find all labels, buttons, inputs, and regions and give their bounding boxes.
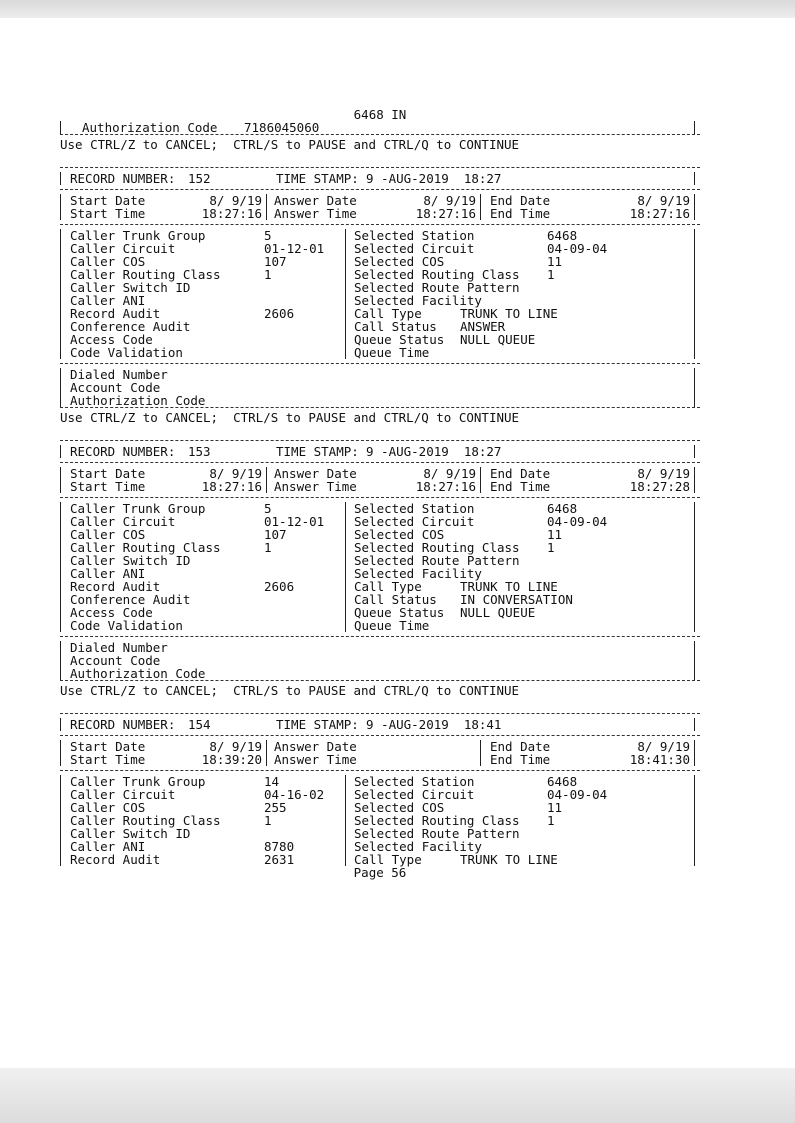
authorization-line xyxy=(60,121,700,134)
dialing-field-label: Account Code xyxy=(70,380,161,395)
record-dialing xyxy=(60,636,700,680)
record-fields xyxy=(60,224,700,363)
selected-field-label: Selected Station xyxy=(354,501,475,516)
selected-field-label: Selected Routing Class xyxy=(354,813,520,828)
record-number-label: RECORD NUMBER: xyxy=(70,444,176,459)
selected-field-value: IN CONVERSATION xyxy=(460,592,573,607)
selected-field-value: 6468 xyxy=(547,501,578,516)
answer-time-value: 18:27:16 xyxy=(415,479,476,494)
record-times xyxy=(60,189,700,224)
record-number-value: 152 xyxy=(188,171,211,186)
answer-time-label: Answer Time xyxy=(274,479,357,494)
selected-field-label: Queue Status xyxy=(354,605,445,620)
caller-field-label: Caller Circuit xyxy=(70,787,176,802)
caller-field-label: Caller Switch ID xyxy=(70,826,191,841)
selected-field-label: Call Type xyxy=(354,852,422,867)
instruction-line: Use CTRL/Z to CANCEL; CTRL/S to PAUSE and CTRL/Q to CONTINUE xyxy=(60,410,520,425)
end-time-value: 18:27:28 xyxy=(629,479,690,494)
dialing-field-label: Authorization Code xyxy=(70,393,206,408)
end-time-label: End Time xyxy=(490,479,551,494)
authorization-label: Authorization Code xyxy=(82,120,218,135)
caller-field-label: Caller Routing Class xyxy=(70,813,221,828)
selected-field-value: 1 xyxy=(547,540,555,555)
selected-field-label: Selected Circuit xyxy=(354,787,475,802)
caller-field-value: 255 xyxy=(264,800,287,815)
dialing-field-label: Dialed Number xyxy=(70,367,168,382)
selected-field-label: Selected Route Pattern xyxy=(354,826,520,841)
caller-field-label: Caller Routing Class xyxy=(70,540,221,555)
caller-field-label: Conference Audit xyxy=(70,592,191,607)
end-date-label: End Date xyxy=(490,466,551,481)
dialing-field-label: Authorization Code xyxy=(70,666,206,681)
caller-field-value: 8780 xyxy=(264,839,295,854)
record-header xyxy=(60,167,700,189)
caller-field-value: 5 xyxy=(264,501,272,516)
selected-field-value: NULL QUEUE xyxy=(460,605,536,620)
caller-field-label: Record Audit xyxy=(70,579,161,594)
selected-field-label: Call Status xyxy=(354,319,437,334)
caller-field-label: Code Validation xyxy=(70,345,183,360)
end-date-label: End Date xyxy=(490,193,551,208)
record-number-value: 153 xyxy=(188,444,211,459)
caller-field-value: 5 xyxy=(264,228,272,243)
selected-field-label: Call Type xyxy=(354,306,422,321)
records-container xyxy=(60,167,700,866)
selected-field-value: 11 xyxy=(547,254,563,269)
caller-field-value: 2631 xyxy=(264,852,295,867)
answer-time-value: 18:27:16 xyxy=(415,206,476,221)
caller-field-label: Caller COS xyxy=(70,527,146,542)
start-time-label: Start Time xyxy=(70,479,146,494)
start-date-label: Start Date xyxy=(70,739,146,754)
time-stamp-value: 9 -AUG-2019 18:41 xyxy=(366,717,502,732)
selected-field-label: Queue Time xyxy=(354,345,430,360)
start-time-value: 18:27:16 xyxy=(201,206,262,221)
record-header xyxy=(60,440,700,462)
start-time-label: Start Time xyxy=(70,206,146,221)
selected-field-value: TRUNK TO LINE xyxy=(460,579,558,594)
caller-field-label: Caller COS xyxy=(70,254,146,269)
report-page xyxy=(60,108,700,879)
field-row xyxy=(60,346,700,359)
selected-field-label: Selected Routing Class xyxy=(354,267,520,282)
selected-field-value: ANSWER xyxy=(460,319,506,334)
answer-time-label: Answer Time xyxy=(274,752,357,767)
end-time-value: 18:41:30 xyxy=(629,752,690,767)
caller-field-value: 2606 xyxy=(264,306,295,321)
selected-field-value: 04-09-04 xyxy=(547,787,608,802)
start-date-label: Start Date xyxy=(70,193,146,208)
call-record xyxy=(60,167,700,424)
answer-date-label: Answer Date xyxy=(274,193,357,208)
start-date-label: Start Date xyxy=(70,466,146,481)
caller-field-label: Caller Routing Class xyxy=(70,267,221,282)
selected-field-value: 11 xyxy=(547,800,563,815)
call-record xyxy=(60,713,700,866)
selected-field-value: 6468 xyxy=(547,228,578,243)
selected-field-value: 1 xyxy=(547,267,555,282)
selected-field-value: 6468 xyxy=(547,774,578,789)
caller-field-label: Caller Trunk Group xyxy=(70,501,206,516)
caller-field-label: Caller Switch ID xyxy=(70,553,191,568)
answer-date-value: 8/ 9/19 xyxy=(423,193,476,208)
page-footer: Page 56 xyxy=(353,865,407,880)
caller-field-label: Caller ANI xyxy=(70,293,146,308)
record-fields xyxy=(60,497,700,636)
end-date-value: 8/ 9/19 xyxy=(637,193,690,208)
caller-field-value: 01-12-01 xyxy=(264,514,325,529)
instruction-line: Use CTRL/Z to CANCEL; CTRL/S to PAUSE and CTRL/Q to CONTINUE xyxy=(60,683,520,698)
caller-field-value: 01-12-01 xyxy=(264,241,325,256)
selected-field-label: Selected COS xyxy=(354,800,445,815)
caller-field-value: 107 xyxy=(264,254,287,269)
start-date-value: 8/ 9/19 xyxy=(209,466,262,481)
field-row xyxy=(60,619,700,632)
selected-field-label: Selected Circuit xyxy=(354,241,475,256)
selected-field-label: Selected Facility xyxy=(354,566,482,581)
time-stamp-label: TIME STAMP: xyxy=(276,717,359,732)
record-header xyxy=(60,713,700,735)
record-times xyxy=(60,462,700,497)
selected-field-value: 1 xyxy=(547,813,555,828)
instruction-line: Use CTRL/Z to CANCEL; CTRL/S to PAUSE and CTRL/Q to CONTINUE xyxy=(60,137,520,152)
caller-field-label: Caller Circuit xyxy=(70,241,176,256)
dialing-field-label: Account Code xyxy=(70,653,161,668)
answer-time-label: Answer Time xyxy=(274,206,357,221)
page-header: 6468 IN xyxy=(353,107,407,122)
end-time-value: 18:27:16 xyxy=(629,206,690,221)
selected-field-label: Queue Time xyxy=(354,618,430,633)
selected-field-value: TRUNK TO LINE xyxy=(460,306,558,321)
caller-field-value: 1 xyxy=(264,267,272,282)
end-date-value: 8/ 9/19 xyxy=(637,739,690,754)
caller-field-value: 04-16-02 xyxy=(264,787,325,802)
caller-field-label: Caller Trunk Group xyxy=(70,774,206,789)
caller-field-label: Caller ANI xyxy=(70,566,146,581)
end-date-value: 8/ 9/19 xyxy=(637,466,690,481)
caller-field-label: Record Audit xyxy=(70,852,161,867)
selected-field-label: Selected Routing Class xyxy=(354,540,520,555)
start-date-value: 8/ 9/19 xyxy=(209,739,262,754)
record-number-value: 154 xyxy=(188,717,211,732)
start-date-value: 8/ 9/19 xyxy=(209,193,262,208)
caller-field-value: 1 xyxy=(264,813,272,828)
selected-field-label: Selected Station xyxy=(354,228,475,243)
caller-field-value: 14 xyxy=(264,774,280,789)
end-time-label: End Time xyxy=(490,206,551,221)
caller-field-label: Conference Audit xyxy=(70,319,191,334)
selected-field-value: 11 xyxy=(547,527,563,542)
record-dialing xyxy=(60,363,700,407)
start-time-value: 18:27:16 xyxy=(201,479,262,494)
call-record xyxy=(60,440,700,697)
selected-field-label: Selected Circuit xyxy=(354,514,475,529)
caller-field-label: Record Audit xyxy=(70,306,161,321)
selected-field-label: Queue Status xyxy=(354,332,445,347)
caller-field-label: Code Validation xyxy=(70,618,183,633)
caller-field-value: 1 xyxy=(264,540,272,555)
selected-field-label: Call Type xyxy=(354,579,422,594)
caller-field-label: Caller COS xyxy=(70,800,146,815)
end-time-label: End Time xyxy=(490,752,551,767)
record-number-label: RECORD NUMBER: xyxy=(70,717,176,732)
selected-field-label: Selected Route Pattern xyxy=(354,280,520,295)
record-number-label: RECORD NUMBER: xyxy=(70,171,176,186)
selected-field-label: Selected Station xyxy=(354,774,475,789)
caller-field-label: Access Code xyxy=(70,605,153,620)
end-date-label: End Date xyxy=(490,739,551,754)
answer-date-label: Answer Date xyxy=(274,466,357,481)
caller-field-label: Caller Trunk Group xyxy=(70,228,206,243)
selected-field-value: NULL QUEUE xyxy=(460,332,536,347)
selected-field-label: Selected COS xyxy=(354,254,445,269)
caller-field-value: 2606 xyxy=(264,579,295,594)
time-stamp-label: TIME STAMP: xyxy=(276,171,359,186)
selected-field-label: Call Status xyxy=(354,592,437,607)
time-stamp-value: 9 -AUG-2019 18:27 xyxy=(366,444,502,459)
start-time-label: Start Time xyxy=(70,752,146,767)
selected-field-value: 04-09-04 xyxy=(547,241,608,256)
record-times xyxy=(60,735,700,770)
answer-date-value: 8/ 9/19 xyxy=(423,466,476,481)
start-time-value: 18:39:20 xyxy=(201,752,262,767)
selected-field-value: TRUNK TO LINE xyxy=(460,852,558,867)
selected-field-label: Selected Facility xyxy=(354,839,482,854)
scan-top-band xyxy=(0,0,795,18)
record-fields xyxy=(60,770,700,866)
time-stamp-value: 9 -AUG-2019 18:27 xyxy=(366,171,502,186)
dialing-field-label: Dialed Number xyxy=(70,640,168,655)
selected-field-value: 04-09-04 xyxy=(547,514,608,529)
selected-field-label: Selected COS xyxy=(354,527,445,542)
caller-field-label: Caller ANI xyxy=(70,839,146,854)
caller-field-label: Access Code xyxy=(70,332,153,347)
scan-bottom-band xyxy=(0,1068,795,1123)
time-stamp-label: TIME STAMP: xyxy=(276,444,359,459)
answer-date-label: Answer Date xyxy=(274,739,357,754)
selected-field-label: Selected Facility xyxy=(354,293,482,308)
authorization-value: 7186045060 xyxy=(244,120,320,135)
caller-field-value: 107 xyxy=(264,527,287,542)
selected-field-label: Selected Route Pattern xyxy=(354,553,520,568)
caller-field-label: Caller Circuit xyxy=(70,514,176,529)
caller-field-label: Caller Switch ID xyxy=(70,280,191,295)
